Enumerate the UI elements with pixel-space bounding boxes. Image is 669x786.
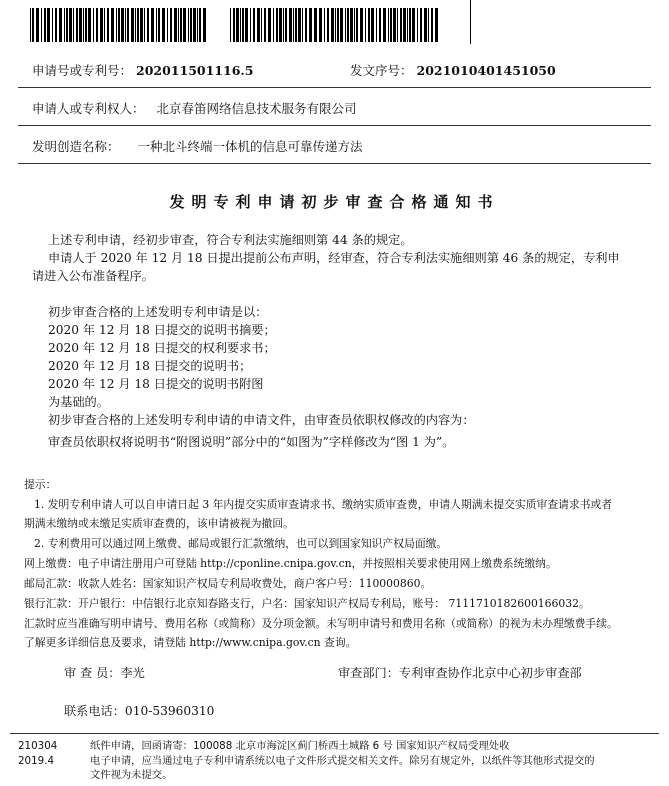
note-line-3: 2. 专利费用可以通过网上缴费、邮局或银行汇款缴纳，也可以到国家知识产权局面缴。 xyxy=(34,537,448,550)
footer-paper-address: 纸件申请，回函请寄：100088 北京市海淀区蓟门桥西土城路 6 号 国家知识产权局受理处收 xyxy=(90,740,510,752)
note-line-5: 邮局汇款：收款人姓名：国家知识产权局专利局收费处，商户客户号：110000860。 xyxy=(24,577,432,590)
body-line-5: 2020 年 12 月 18 日提交的说明书摘要； xyxy=(48,323,276,337)
body-line-8: 2020 年 12 月 18 日提交的说明书附图 xyxy=(48,377,264,391)
application-number-field xyxy=(32,63,253,79)
body-line-10: 初步审查合格的上述发明专利申请的申请文件，由审查员依职权修改的内容为： xyxy=(48,413,475,427)
application-number-value: 202011501116.5 xyxy=(136,63,254,78)
barcode-left xyxy=(30,8,208,42)
footer-electronic-note: 电子申请，应当通过电子专利申请系统以电子文件形式提交相关文件。除另有规定外，以纸件等其他形式提交的 xyxy=(90,755,595,767)
divider-3 xyxy=(18,163,651,164)
note-line-7: 汇款时应当准确写明申请号、费用名称（或简称）及分项金额。未写明申请号和费用名称（或简称）的视为未办理缴费手续。 xyxy=(24,617,618,630)
footer-divider xyxy=(10,733,659,734)
body-line-4: 初步审查合格的上述发明专利申请是以： xyxy=(48,305,268,319)
note-line-6: 银行汇款：开户银行：中信银行北京知春路支行，户名：国家知识产权局专利局，账号： 7111710182600166032。 xyxy=(24,597,590,610)
application-number-label: 申请号或专利号： xyxy=(32,63,133,78)
form-code: 210304 xyxy=(18,740,58,752)
footer-electronic-note-cont: 文件视为未提交。 xyxy=(90,769,173,781)
note-heading: 提示： xyxy=(24,478,57,491)
dispatch-number-field xyxy=(350,63,556,79)
invention-label: 发明创造名称： xyxy=(32,139,120,154)
invention-field xyxy=(32,139,363,155)
note-line-4: 网上缴费：电子申请注册用户可登陆 http://cponline.cnipa.gov.cn，并按照相关要求使用网上缴费系统缴纳。 xyxy=(24,557,557,570)
applicant-value: 北京春笛网络信息技术服务有限公司 xyxy=(156,101,357,116)
contact-phone: 联系电话：010-53960310 xyxy=(64,704,215,718)
divider-2 xyxy=(18,125,651,126)
applicant-label: 申请人或专利权人： xyxy=(32,101,145,116)
body-line-7: 2020 年 12 月 18 日提交的说明书； xyxy=(48,359,252,373)
barcode-right xyxy=(230,8,440,42)
dispatch-number-label: 发文序号： xyxy=(350,63,413,78)
page-title: 发明专利申请初步审查合格通知书 xyxy=(169,193,500,211)
applicant-field xyxy=(32,101,357,117)
header-divider-vertical xyxy=(470,0,471,44)
examination-department: 审查部门：专利审查协作北京中心初步审查部 xyxy=(338,666,582,680)
body-line-1: 上述专利申请，经初步审查，符合专利法实施细则第 44 条的规定。 xyxy=(48,233,413,247)
form-version: 2019.4 xyxy=(18,755,55,767)
body-line-9: 为基础的。 xyxy=(48,395,109,409)
note-line-8: 了解更多详细信息及要求，请登陆 http://www.cnipa.gov.cn 查询。 xyxy=(24,636,357,649)
divider-1 xyxy=(18,87,651,88)
body-line-6: 2020 年 12 月 18 日提交的权利要求书； xyxy=(48,341,276,355)
invention-value: 一种北斗终端一体机的信息可靠传递方法 xyxy=(137,139,363,154)
dispatch-number-value: 2021010401451050 xyxy=(416,63,556,78)
body-line-2: 申请人于 2020 年 12 月 18 日提出提前公布声明，经审查，符合专利法实施细则第 46 条的规定，专利申 xyxy=(48,251,620,265)
note-line-2: 期满未缴纳或未缴足实质审查费的，该申请被视为撤回。 xyxy=(24,517,294,530)
body-line-3: 请进入公布准备程序。 xyxy=(32,269,154,283)
body-line-11: 审查员依职权将说明书“附图说明”部分中的“如图为”字样修改为“图 1 为”。 xyxy=(48,435,455,449)
note-line-1: 1. 发明专利申请人可以自申请日起 3 年内提交实质审查请求书、缴纳实质审查费，申请人期满未提交实质审查请求书或者 xyxy=(34,498,613,511)
examiner-name: 审 查 员：李光 xyxy=(64,666,145,680)
